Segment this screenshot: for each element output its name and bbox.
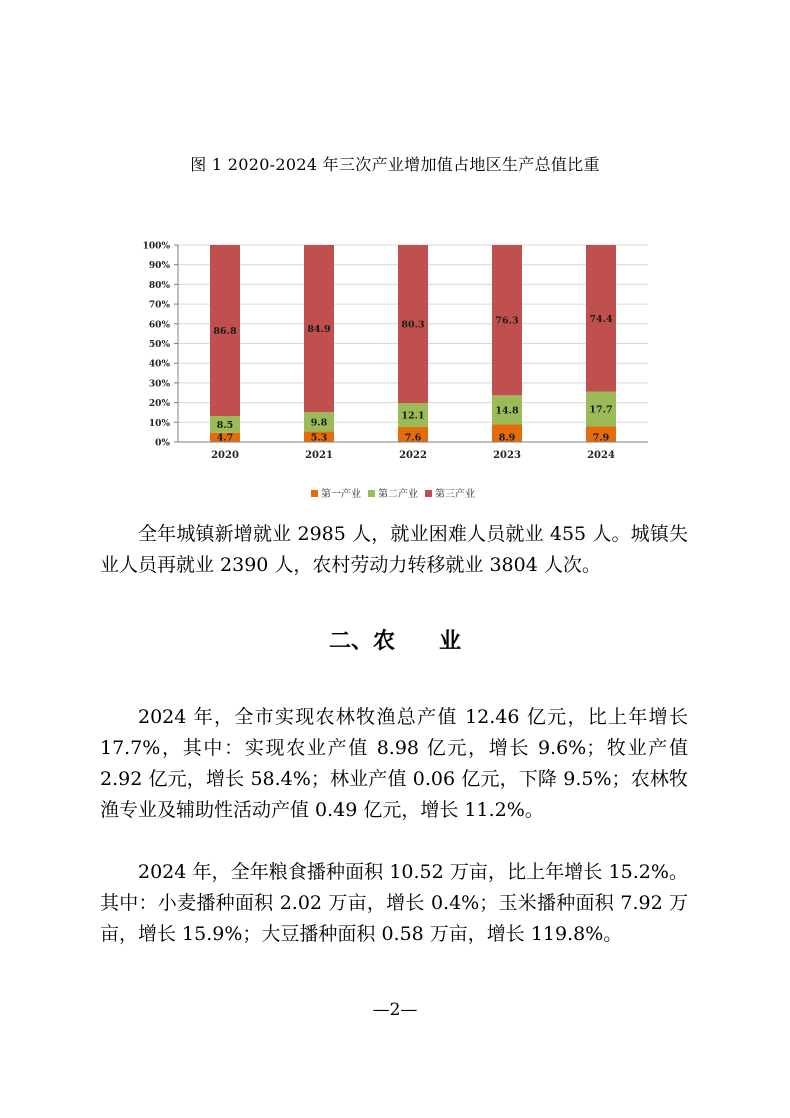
legend-label: 第三产业	[435, 489, 475, 500]
y-tick-label: 50%	[148, 340, 170, 350]
data-label: 5.3	[310, 432, 328, 444]
y-tick-label: 30%	[148, 379, 170, 390]
data-label: 86.8	[213, 325, 237, 337]
legend-swatch	[368, 490, 375, 497]
data-label: 7.9	[592, 432, 610, 444]
data-label: 9.8	[310, 417, 328, 429]
paragraph-output-value: 2024 年，全市实现农林牧渔总产值 12.46 亿元，比上年增长 17.7%，其中：实现农业产值 8.98 亿元，增长 9.6%；牧业产值 2.92 亿元，增长 58.4%；林业产值 0.06 亿元，下降 9.5%；农林牧渔专业及辅助性活动产值 0.49 亿元，增长 11.2%。	[100, 706, 688, 821]
x-tick-label: 2022	[399, 450, 427, 461]
y-tick-label: 20%	[148, 399, 170, 410]
x-tick-label: 2023	[493, 450, 521, 461]
page-number: —2—	[372, 1000, 418, 1020]
y-tick-label: 100%	[142, 241, 170, 252]
x-tick-label: 2020	[211, 450, 239, 461]
data-label: 74.4	[589, 313, 613, 325]
legend-swatch	[425, 490, 432, 497]
paragraph-grain-area: 2024 年，全年粮食播种面积 10.52 万亩，比上年增长 15.2%。其中：小麦播种面积 2.02 万亩，增长 0.4%；玉米播种面积 7.92 万亩，增长 15.9%；大豆播种面积 0.58 万亩，增长 119.8%。	[100, 861, 688, 945]
data-label: 8.9	[498, 432, 516, 444]
data-label: 80.3	[401, 319, 425, 331]
figure-caption: 图 1 2020-2024 年三次产业增加值占地区生产总值比重	[190, 155, 600, 174]
x-tick-label: 2024	[587, 450, 615, 461]
y-tick-label: 80%	[148, 280, 170, 291]
legend-label: 第一产业	[321, 489, 361, 500]
chart-legend	[311, 487, 475, 500]
data-label: 14.8	[495, 405, 519, 417]
stacked-bar-chart	[0, 0, 790, 520]
y-tick-label: 10%	[148, 418, 170, 429]
data-label: 76.3	[495, 315, 519, 327]
y-tick-label: 0%	[155, 438, 170, 449]
y-tick-label: 90%	[148, 261, 170, 272]
y-tick-label: 60%	[148, 320, 170, 331]
x-tick-label: 2021	[305, 450, 333, 461]
data-label: 7.6	[404, 432, 422, 444]
data-label: 8.5	[216, 419, 234, 431]
data-label: 17.7	[589, 404, 613, 416]
legend-label: 第二产业	[378, 489, 418, 500]
paragraph-employment: 全年城镇新增就业 2985 人，就业困难人员就业 455 人。城镇失业人员再就业 2390 人，农村劳动力转移就业 3804 人次。	[100, 523, 688, 576]
section-heading-agriculture: 二、农 业	[328, 629, 461, 654]
y-tick-label: 70%	[148, 300, 170, 311]
legend-swatch	[311, 490, 318, 497]
data-label: 84.9	[307, 324, 331, 336]
data-label: 4.7	[216, 432, 234, 444]
data-label: 12.1	[401, 410, 425, 422]
y-tick-label: 40%	[148, 359, 170, 370]
